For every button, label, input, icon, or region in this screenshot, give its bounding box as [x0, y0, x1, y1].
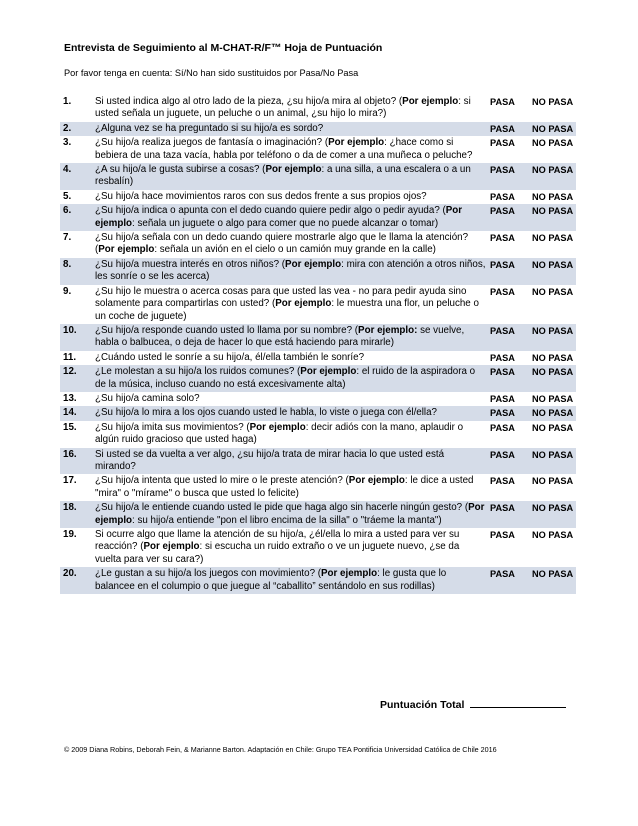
- question-row: [60, 204, 576, 231]
- no-pasa-option[interactable]: NO PASA: [532, 422, 574, 433]
- question-text: [95, 448, 487, 475]
- question-text-part: ¿Su hijo/a realiza juegos de fantasía o imaginación? (: [95, 137, 329, 149]
- no-pasa-option[interactable]: NO PASA: [532, 286, 574, 297]
- question-row: [60, 95, 576, 122]
- no-pasa-option[interactable]: NO PASA: [532, 325, 574, 336]
- pasa-option[interactable]: PASA: [490, 503, 515, 514]
- question-text: [95, 421, 487, 448]
- question-text-part: ¿Alguna vez se ha preguntado si su hijo/a es sordo?: [95, 122, 324, 134]
- question-number: 5.: [63, 190, 72, 202]
- question-number: 19.: [63, 529, 77, 540]
- pasa-option[interactable]: PASA: [490, 206, 515, 217]
- question-row: [60, 324, 576, 351]
- question-text: [95, 474, 487, 501]
- pasa-option[interactable]: PASA: [490, 138, 515, 149]
- copyright-footer: © 2009 Diana Robins, Deborah Fein, & Marianne Barton. Adaptación en Chile: Grupo TEA Pontificia Universidad Católica de Chile 2016: [64, 745, 497, 754]
- no-pasa-option[interactable]: NO PASA: [532, 123, 574, 134]
- question-number: 3.: [63, 137, 72, 149]
- question-text-part: ¿Su hijo/a camina solo?: [95, 392, 200, 404]
- question-row: [60, 406, 576, 420]
- question-number: 17.: [63, 475, 77, 487]
- question-example-label: Por ejemplo: [348, 475, 405, 487]
- no-pasa-option[interactable]: NO PASA: [532, 367, 574, 378]
- question-number: 8.: [63, 258, 72, 270]
- question-row: [60, 351, 576, 365]
- pasa-option[interactable]: PASA: [490, 259, 515, 270]
- question-text-part: : mira con atención a otros niños, les sonríe o se les acerca): [95, 258, 486, 283]
- no-pasa-option[interactable]: NO PASA: [532, 408, 574, 419]
- question-text: [95, 163, 487, 190]
- question-text-part: ¿Su hijo/a indica o apunta con el dedo cuando quiere pedir algo o pedir ayuda? (: [95, 205, 446, 217]
- no-pasa-option[interactable]: NO PASA: [532, 138, 574, 149]
- question-example-label: Por ejemplo: [285, 258, 342, 270]
- question-text: [95, 365, 487, 392]
- question-text-part: : le muestra una flor, un peluche o un coche de juguete): [95, 298, 479, 322]
- question-number: 14.: [63, 407, 77, 419]
- question-row: [60, 474, 576, 501]
- pasa-option[interactable]: PASA: [490, 476, 515, 487]
- question-example-label: Por ejemplo: [328, 137, 385, 149]
- pasa-option[interactable]: PASA: [490, 165, 515, 176]
- question-number: 4.: [63, 164, 72, 176]
- question-text-part: : le dice a usted "mira" o "mírame" o busca que usted lo felicite): [95, 475, 474, 499]
- question-text-part: ¿Su hijo/a señala con un dedo cuando quiere mostrarle algo que le llama la atención? (: [95, 232, 469, 256]
- question-example-label: Por ejemplo: [143, 541, 200, 553]
- question-number: 13.: [63, 392, 77, 404]
- question-text-part: ¿Le gustan a su hijo/a los juegos con movimiento? (: [95, 568, 321, 580]
- question-example-label: Por ejemplo: [275, 298, 332, 310]
- no-pasa-option[interactable]: NO PASA: [532, 530, 574, 540]
- question-example-label: Por ejemplo: [265, 164, 322, 176]
- pasa-option[interactable]: PASA: [490, 393, 515, 404]
- question-text-part: ¿Su hijo/a le entiende cuando usted le pide que haga algo sin hacerle ningún gesto? (: [95, 502, 469, 514]
- question-number: 9.: [63, 285, 72, 297]
- question-row: [60, 501, 576, 528]
- question-text-part: : a una silla, a una escalera o a un resbalín): [95, 164, 471, 188]
- question-number: 10.: [63, 324, 77, 336]
- question-text-part: ¿Cuándo usted le sonríe a su hijo/a, él/ella también le sonríe?: [95, 351, 365, 363]
- question-text: [95, 95, 487, 122]
- total-score-blank[interactable]: [470, 698, 566, 708]
- no-pasa-option[interactable]: NO PASA: [532, 206, 574, 217]
- question-text-part: ¿Le molestan a su hijo/a los ruidos comunes? (: [95, 366, 301, 378]
- question-text-part: ¿A su hijo/a le gusta subirse a cosas? (: [95, 164, 266, 176]
- question-text: [95, 392, 487, 406]
- question-text: [95, 528, 487, 567]
- question-example-label: Por ejemplo: [249, 421, 306, 433]
- question-row: [60, 258, 576, 285]
- question-row: [60, 231, 576, 258]
- pasa-option[interactable]: PASA: [490, 367, 515, 378]
- question-example-label: Por ejemplo: [95, 205, 463, 229]
- pasa-option[interactable]: PASA: [490, 408, 515, 419]
- question-example-label: Por ejemplo: [95, 502, 485, 526]
- question-row: [60, 365, 576, 392]
- question-row: [60, 190, 576, 204]
- pasa-option[interactable]: PASA: [490, 449, 515, 460]
- question-text: [95, 501, 487, 528]
- question-number: 6.: [63, 205, 72, 217]
- question-text-part: : si escucha un ruido extraño o ve un juguete nuevo, ¿se da vuelta para ver su cara?): [95, 541, 460, 565]
- question-number: 11.: [63, 351, 77, 363]
- question-text: [95, 324, 487, 351]
- pasa-option[interactable]: PASA: [490, 569, 515, 580]
- total-score-label: Puntuación Total: [380, 699, 465, 711]
- question-example-label: Por ejemplo: [300, 366, 357, 378]
- question-text-part: : decir adiós con la mano, aplaudir o algún ruido gracioso que usted haga): [95, 421, 464, 446]
- question-row: [60, 163, 576, 190]
- question-number: 15.: [63, 421, 77, 433]
- question-row: [60, 421, 576, 448]
- question-text: [95, 351, 487, 365]
- pasa-option[interactable]: PASA: [490, 352, 515, 363]
- question-number: 1.: [63, 96, 72, 107]
- question-row: [60, 448, 576, 475]
- question-text: [95, 204, 487, 231]
- pasa-option[interactable]: PASA: [490, 325, 515, 336]
- question-example-label: Por ejemplo:: [358, 324, 418, 336]
- question-example-label: Por ejemplo: [402, 96, 459, 107]
- question-text-part: : el ruido de la aspiradora o de la música, incluso cuando no está excesivamente alta): [95, 366, 476, 390]
- question-text: [95, 285, 487, 324]
- question-row: [60, 122, 576, 136]
- no-pasa-option[interactable]: NO PASA: [532, 165, 574, 176]
- question-row: [60, 392, 576, 406]
- no-pasa-option[interactable]: NO PASA: [532, 259, 574, 270]
- question-number: 7.: [63, 232, 72, 244]
- question-row: [60, 136, 576, 163]
- pasa-option[interactable]: PASA: [490, 97, 515, 107]
- question-row: [60, 285, 576, 324]
- no-pasa-option[interactable]: NO PASA: [532, 191, 574, 202]
- question-row: [60, 528, 576, 567]
- no-pasa-option[interactable]: NO PASA: [532, 503, 574, 514]
- question-text-part: : señala un juguete o algo para comer que no puede alcanzar o tomar): [132, 217, 439, 229]
- question-text-part: Si usted se da vuelta a ver algo, ¿su hijo/a trata de mirar hacia lo que usted está mirando?: [95, 448, 445, 472]
- total-score: [380, 698, 566, 711]
- question-text: [95, 136, 487, 163]
- no-pasa-option[interactable]: NO PASA: [532, 352, 574, 363]
- question-text: [95, 122, 487, 136]
- no-pasa-option[interactable]: NO PASA: [532, 569, 574, 580]
- pasa-option[interactable]: PASA: [490, 286, 515, 297]
- page-title: Entrevista de Seguimiento al M-CHAT-R/F™ Hoja de Puntuación: [64, 42, 383, 54]
- question-text-part: ¿Su hijo/a lo mira a los ojos cuando usted le habla, lo viste o juega con él/ella?: [95, 407, 438, 419]
- no-pasa-option[interactable]: NO PASA: [532, 476, 574, 487]
- pasa-option[interactable]: PASA: [490, 123, 515, 134]
- question-number: 12.: [63, 366, 77, 378]
- question-example-label: Por ejemplo: [98, 244, 155, 256]
- question-text-part: : ¿hace como si bebiera de una taza vacía, habla por teléfono o da de comer a una muñeca o peluche?: [95, 137, 473, 161]
- question-text-part: se vuelve, habla o balbucea, o deja de hacer lo que está haciendo para mirarle): [95, 324, 465, 349]
- question-number: 16.: [63, 448, 77, 460]
- question-text-part: : si usted señala un juguete, un peluche o un animal, ¿su hijo lo mira?): [95, 96, 471, 120]
- pasa-option[interactable]: PASA: [490, 233, 515, 244]
- question-example-label: Por ejemplo: [321, 568, 378, 580]
- no-pasa-option[interactable]: NO PASA: [532, 233, 574, 244]
- question-number: 2.: [63, 122, 72, 134]
- question-text-part: ¿Su hijo/a responde cuando usted lo llama por su nombre? (: [95, 324, 359, 336]
- pasa-option[interactable]: PASA: [490, 191, 515, 202]
- question-text-part: : su hijo/a entiende "pon el libro encima de la silla" o "tráeme la manta"): [132, 514, 442, 526]
- question-number: 20.: [63, 568, 77, 580]
- questions-table: [60, 95, 576, 594]
- question-text-part: ¿Su hijo le muestra o acerca cosas para que usted las vea - no para pedir ayuda sino solamente para compartirlas con usted? (: [95, 285, 467, 310]
- question-text-part: ¿Su hijo/a imita sus movimientos? (: [95, 421, 250, 433]
- pasa-option[interactable]: PASA: [490, 530, 515, 540]
- question-text-part: Si ocurre algo que llame la atención de su hijo/a, ¿él/ella lo mira a usted para ver su reacción? (: [95, 529, 460, 553]
- question-row: [60, 567, 576, 594]
- question-text: [95, 258, 487, 285]
- question-text: [95, 567, 487, 594]
- question-number: 18.: [63, 502, 77, 514]
- question-text-part: Si usted indica algo al otro lado de la pieza, ¿su hijo/a mira al objeto? (: [95, 96, 403, 107]
- no-pasa-option[interactable]: NO PASA: [532, 97, 574, 107]
- question-text-part: : señala un avión en el cielo o un camión muy grande en la calle): [154, 244, 436, 256]
- question-text: [95, 231, 487, 258]
- question-text-part: ¿Su hijo/a intenta que usted lo mire o le preste atención? (: [95, 475, 349, 487]
- question-text-part: ¿Su hijo/a hace movimientos raros con sus dedos frente a sus propios ojos?: [95, 190, 427, 202]
- question-text: [95, 406, 487, 420]
- scoring-note: Por favor tenga en cuenta: Sí/No han sido sustituidos por Pasa/No Pasa: [64, 68, 359, 78]
- no-pasa-option[interactable]: NO PASA: [532, 449, 574, 460]
- pasa-option[interactable]: PASA: [490, 422, 515, 433]
- question-text-part: : le gusta que lo balancee en el columpio o que juegue al “caballito” sentándolo en sus rodillas): [95, 568, 447, 592]
- no-pasa-option[interactable]: NO PASA: [532, 393, 574, 404]
- question-text: [95, 190, 487, 204]
- question-text-part: ¿Su hijo/a muestra interés en otros niños? (: [95, 258, 286, 270]
